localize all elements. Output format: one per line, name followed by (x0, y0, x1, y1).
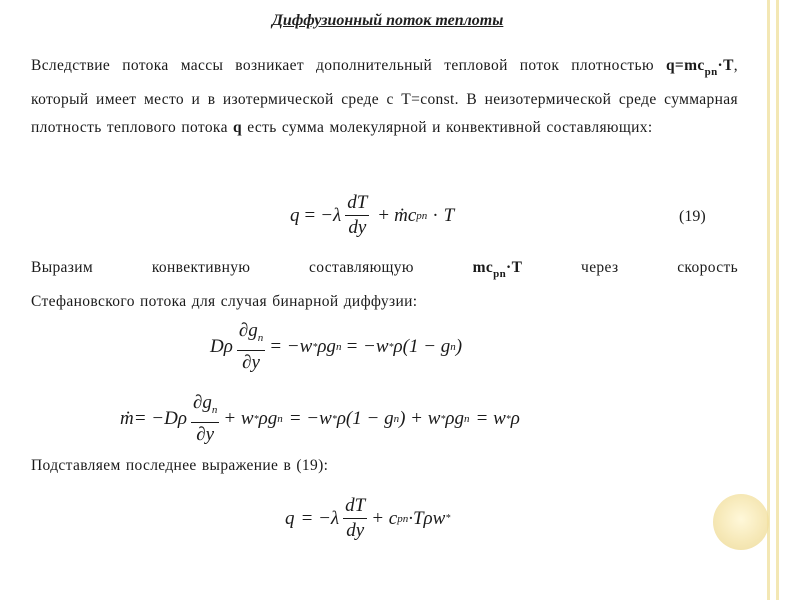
equation-mass-flux: ṁ = −Dρ $\frac{\partial g_n}{\partial y}$ + w * ρg n = −w * ρ(1 − g n ) + w * ρg n = w * ρ (120, 392, 520, 445)
page-title: Диффузионный поток теплоты (272, 12, 504, 29)
equation-final: q = −λ $\frac{dT}{dy}$ + c pn ·Tρw * (285, 495, 451, 541)
equation-stefan-flow: Dρ $\frac{\partial g_n}{\partial y}$ = −w * ρg n = −w * ρ(1 − g n ) (210, 320, 463, 373)
equation-19: q = − λ $\frac{dT}{dy}$ + ṁ c pn · T (290, 192, 455, 238)
fraction-dT-dy: $\frac{dT}{dy}$ (347, 192, 368, 238)
equation-number: (19) (679, 208, 706, 225)
paragraph-convective: Выразим конвективную составляющую $mc_{pn}\cdot T$ через скорость Стефановского потока для случая бинарной диффузии: (31, 259, 738, 310)
paragraph-intro: Вследствие потока массы возникает дополнительный тепловой поток плотностью $q=mc_{pn}\cdot T$, который имеет место и в изотермической среде с T=const. В неизотермической среде суммарная плотность теплового потока q есть сумма молекулярной и конвективной составляющих: (31, 57, 738, 136)
decor-line-right (776, 0, 779, 600)
decor-line-left (767, 0, 770, 600)
decor-circle (713, 494, 769, 550)
paragraph-substitute: Подставляем последнее выражение в (19): (31, 457, 329, 474)
